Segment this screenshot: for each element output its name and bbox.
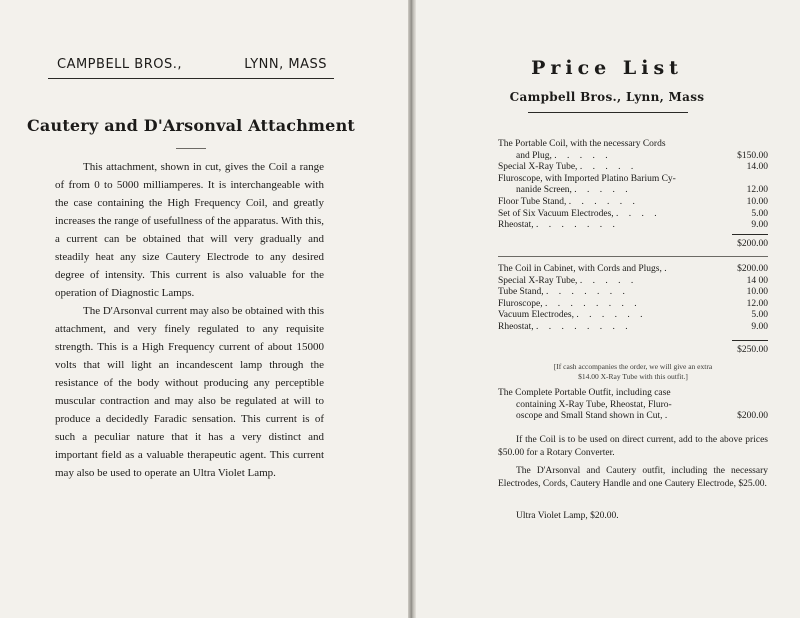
outfit-1-total: $200.00 — [737, 239, 768, 249]
item-desc: The Coil in Cabinet, with Cords and Plugs, . — [498, 264, 671, 274]
item-desc: Special X-Ray Tube, . . . . . — [498, 162, 638, 173]
article-title: Cautery and D'Arsonval Attachment — [27, 116, 355, 135]
price-row — [498, 388, 768, 400]
article-paragraph-2: The D'Arsonval current may also be obtained with this attachment, and very finely regulated to any requisite strength. This is a High Frequency current of about 15000 volts that will light an incandescent lamp through the resistance of the body without producing any perceptible muscular contraction and may also be regulated at will to produce a decidedly Faradic sensation. This current is of such a peculiar nature that it has a very distinct and important field as a valuable therapeutic agent. This current may also be used to operate an Ultra Violet Lamp. — [55, 305, 324, 479]
price-row — [498, 151, 768, 163]
outfit-1-total-rule — [732, 234, 768, 235]
item-price: 9.00 — [751, 220, 768, 231]
item-desc-cont: containing X-Ray Tube, Rheostat, Fluro- — [516, 399, 672, 410]
item-desc-cont: nanide Screen, . . . . . — [516, 185, 632, 196]
price-row — [498, 162, 768, 174]
article-body — [55, 158, 324, 482]
price-row — [498, 209, 768, 221]
outfit-2-total: $250.00 — [737, 345, 768, 355]
item-price: 12.00 — [746, 185, 768, 196]
item-desc: Tube Stand, . . . . . . . — [498, 287, 629, 298]
price-row — [498, 299, 768, 311]
item-desc: The Portable Coil, with the necessary Cords — [498, 139, 666, 149]
section-divider — [498, 256, 768, 257]
item-price: 10.00 — [746, 287, 768, 298]
item-desc: Special X-Ray Tube, . . . . . — [498, 275, 638, 286]
running-head — [57, 57, 327, 72]
ultra-violet-lamp: Ultra Violet Lamp, $20.00. — [516, 511, 619, 521]
item-price: 14 00 — [746, 275, 768, 286]
item-desc-cont: and Plug, . . . . . — [516, 150, 612, 161]
running-head-rule — [48, 78, 334, 79]
price-row — [498, 185, 768, 197]
outfit-2-total-rule — [732, 340, 768, 341]
outfit-2-list — [498, 264, 768, 334]
item-price: 9.00 — [751, 321, 768, 332]
running-head-right: LYNN, MASS — [244, 57, 327, 72]
price-row — [498, 264, 768, 276]
price-row — [498, 139, 768, 151]
price-row — [498, 400, 768, 412]
darsonval-cautery-note: The D'Arsonval and Cautery outfit, including the necessary Electrodes, Cords, Cautery Handle and one Cautery Electrode, $25.00. — [498, 466, 768, 489]
item-price: 5.00 — [751, 208, 768, 219]
item-desc: Fluroscope, . . . . . . . . — [498, 298, 641, 309]
item-price: 10.00 — [746, 196, 768, 207]
price-list-subtitle: Campbell Bros., Lynn, Mass — [509, 90, 705, 104]
item-desc: Rheostat, . . . . . . . . — [498, 321, 632, 332]
item-price: $150.00 — [737, 150, 768, 161]
title-divider — [176, 148, 206, 149]
price-row — [498, 197, 768, 209]
item-desc-cont: oscope and Small Stand shown in Cut, . — [516, 411, 672, 422]
item-price: 5.00 — [751, 310, 768, 321]
complete-outfit — [498, 388, 768, 423]
cash-note-line-2: $14.00 X-Ray Tube with this outfit.] — [578, 371, 688, 381]
running-head-left: CAMPBELL BROS., — [57, 57, 182, 72]
price-row — [498, 220, 768, 232]
outfit-1-list — [498, 139, 768, 232]
price-row — [498, 322, 768, 334]
item-desc: Set of Six Vacuum Electrodes, . . . . — [498, 208, 661, 219]
item-desc: Floor Tube Stand, . . . . . . — [498, 196, 639, 207]
item-desc: Rheostat, . . . . . . . — [498, 220, 619, 231]
cash-note-line-1: [If cash accompanies the order, we will give an extra — [553, 362, 713, 371]
article-paragraph-1: This attachment, shown in cut, gives the Coil a range of from 0 to 5000 milliamperes. It is interchangeable with the case containing the High Frequency Coil, and greatly increases the range of usefullness of the apparatus. With this, a current can be obtained that will very gradually and steadily heat any size Cautery Electrode to any desired degree of intensity. This current is also valuable for the operation of Diagnostic Lamps. — [55, 161, 324, 299]
price-row — [498, 411, 768, 423]
direct-current-note: If the Coil is to be used on direct current, add to the above prices $50.00 for a Rotary Converter. — [498, 435, 768, 458]
price-row — [498, 276, 768, 288]
price-row — [498, 174, 768, 186]
item-price: $200.00 — [737, 264, 768, 274]
cash-offer-note — [498, 362, 768, 381]
item-price: $200.00 — [737, 411, 768, 422]
price-row — [498, 310, 768, 322]
item-price: 12.00 — [746, 298, 768, 309]
item-desc: The Complete Portable Outfit, including case — [498, 388, 671, 398]
price-list-title: Price List — [531, 57, 683, 79]
item-desc: Vacuum Electrodes, . . . . . . — [498, 310, 647, 321]
item-desc: Fluroscope, with Imported Platino Barium Cy- — [498, 173, 676, 184]
price-list-rule — [528, 112, 688, 113]
item-price: 14.00 — [746, 162, 768, 173]
price-row — [498, 287, 768, 299]
